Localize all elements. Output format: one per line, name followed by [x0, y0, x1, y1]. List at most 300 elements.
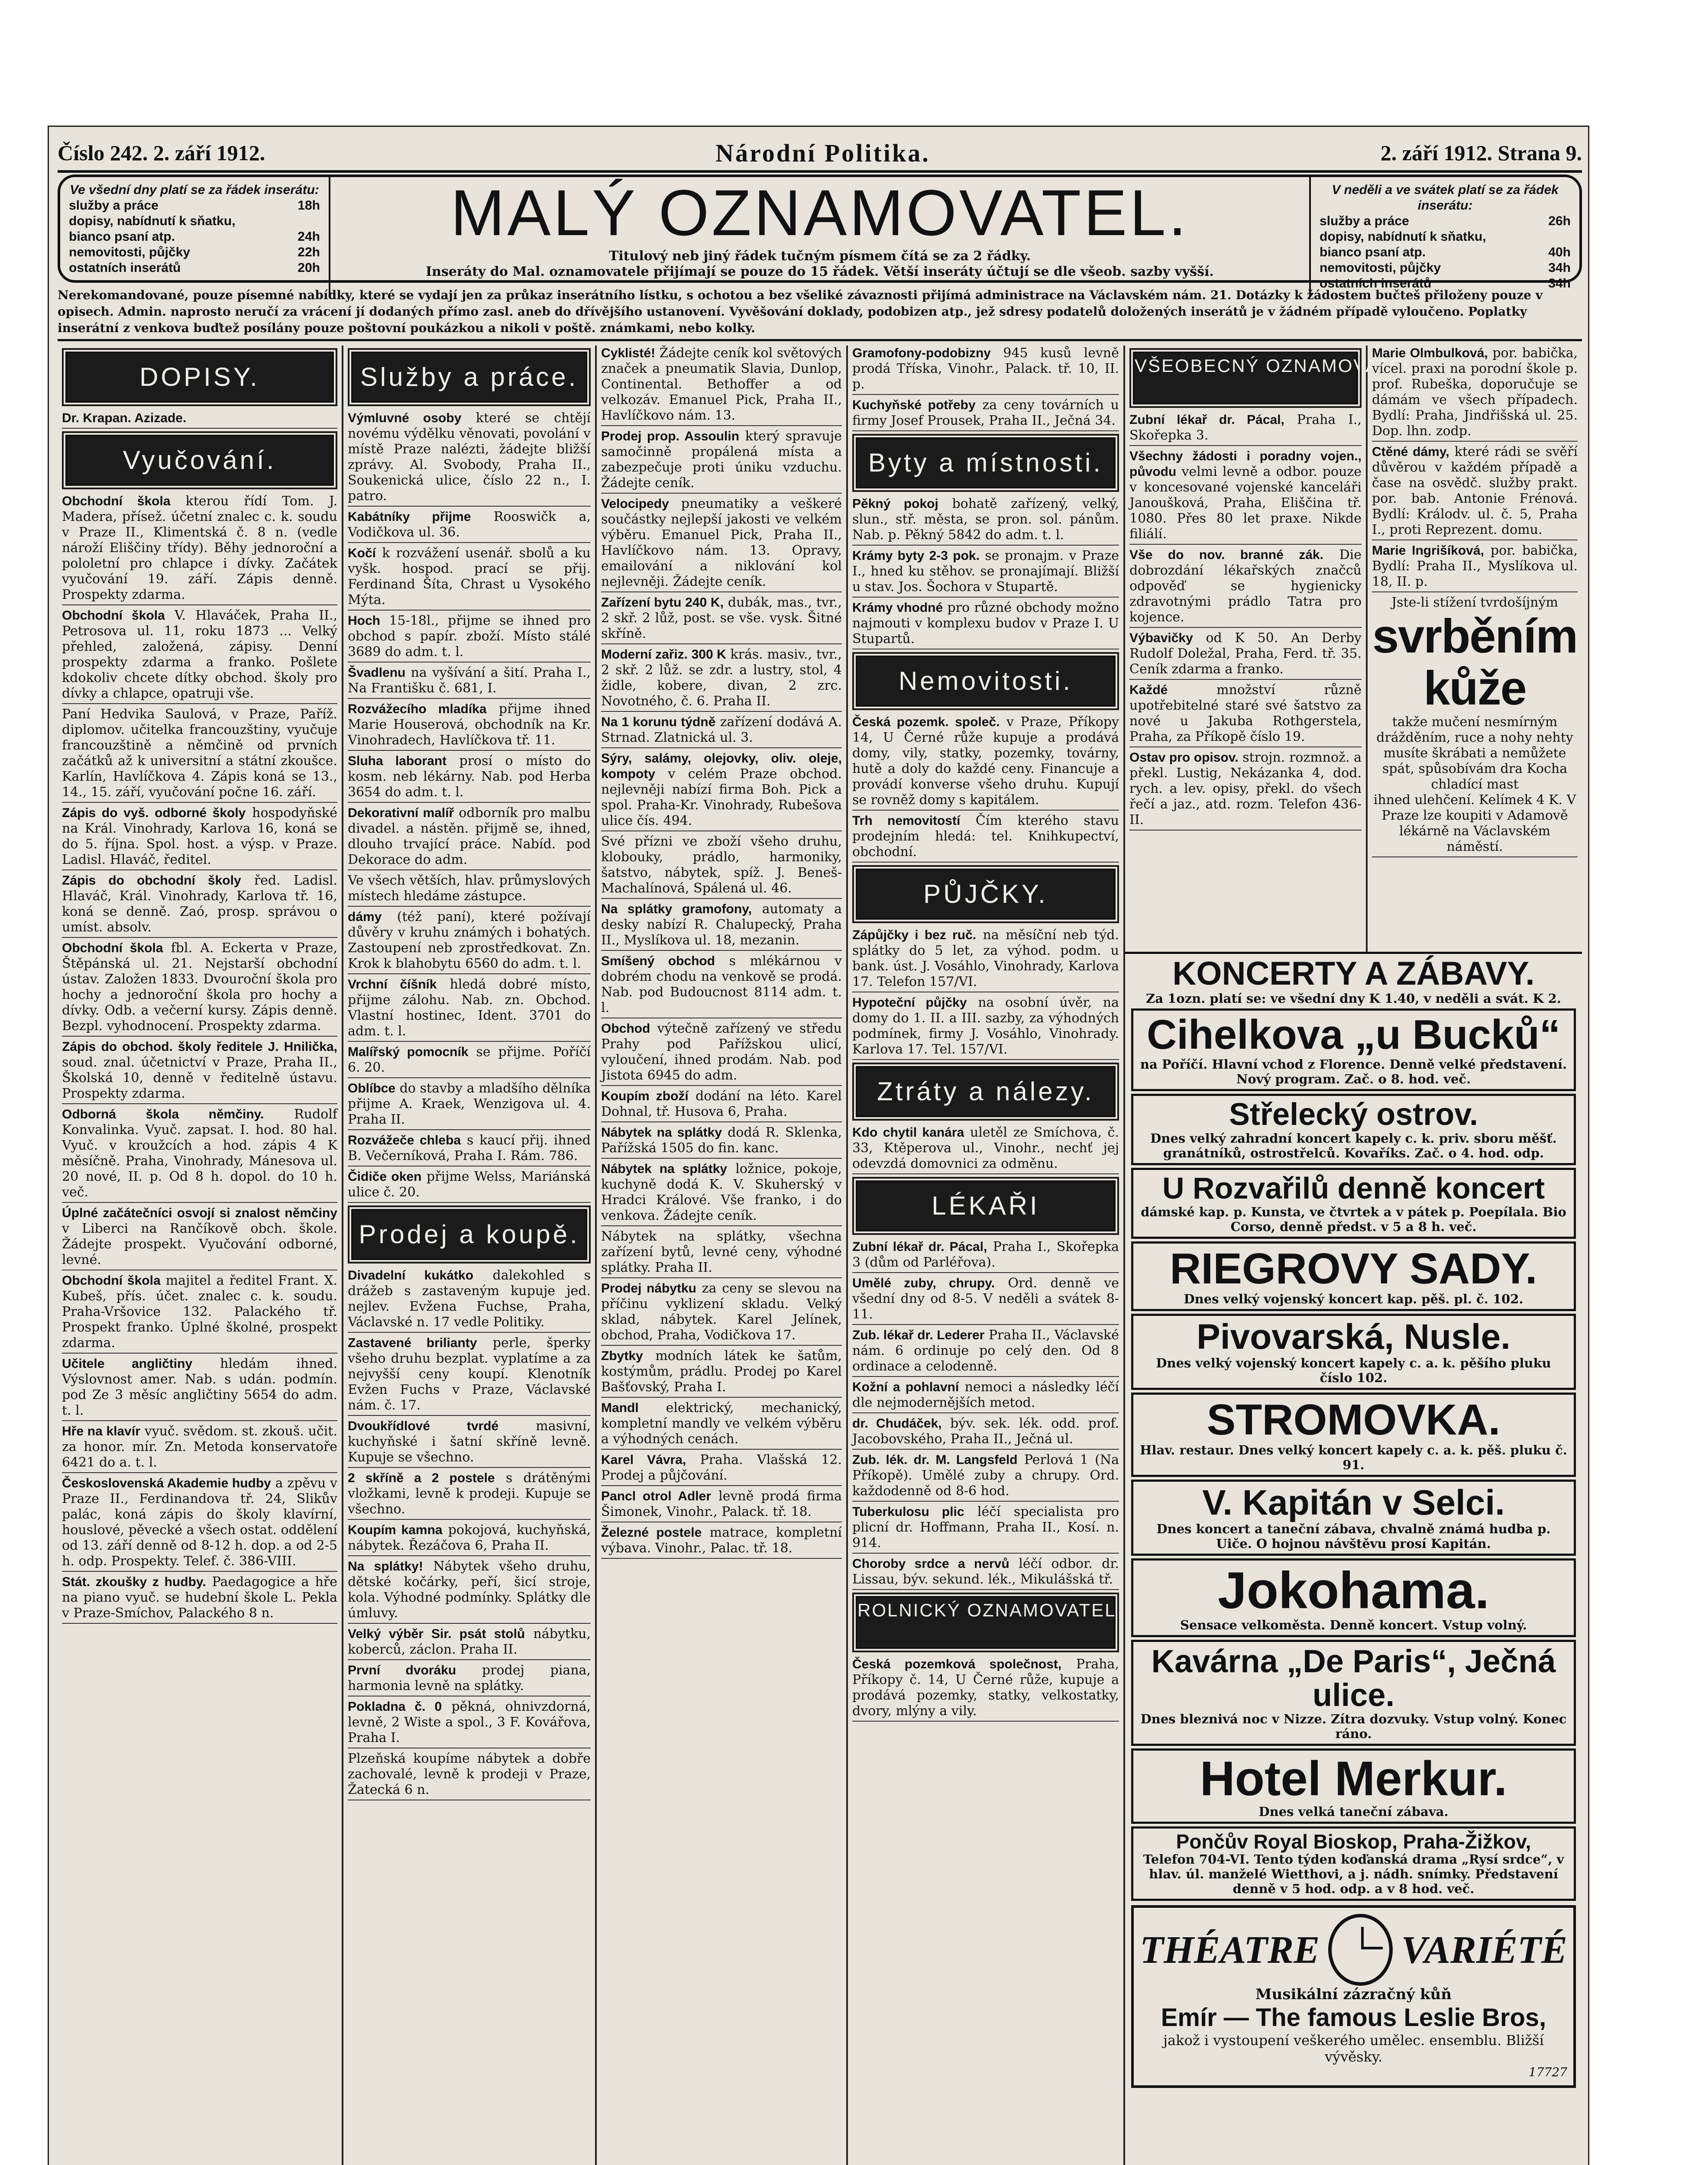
rate-row [69, 229, 320, 245]
ad-title: Zápis do obchodní školy [62, 873, 241, 888]
ad-body: Nábytek všeho druhu, dětské kočárky, peří, šicí stroje, kola. Výhodné podmínky. Splátky dle úmluvy. [348, 1559, 591, 1621]
rate-row [1320, 245, 1571, 260]
ad-title: Odborná škola němčiny. [62, 1107, 264, 1121]
ad-item [601, 1281, 842, 1346]
ad-title: Hypoteční půjčky [852, 995, 967, 1010]
issue-info: Číslo 242. 2. září 1912. [58, 141, 265, 165]
ad-body: na vyšívání a šití. Praha I., Na Františku č. 681, I. [348, 665, 591, 696]
rate-row [1320, 229, 1571, 245]
ad-item [852, 346, 1119, 395]
ad-item [348, 977, 591, 1042]
ad-item [852, 1657, 1119, 1722]
ad-item [62, 1356, 337, 1421]
ad-title: Na splátky! [348, 1559, 423, 1574]
ad-title: Zub. lék. dr. M. Langsfeld [852, 1453, 1018, 1467]
ad-item [1129, 750, 1362, 830]
column-1 [58, 346, 343, 2165]
ad-body: Paní Hedvika Saulová, v Praze, Paříž. diplomov. učitelka francouzštiny, vyučuje francouzštině a němčině od prvních začátků až k universitní a státní zkoušce. Karlín, Havlíčkova 4. Zápis koná se 13., 14., 15. září, vyučování počne 16. září. [62, 707, 337, 800]
ad-title: 2 skříně a 2 postele [348, 1471, 495, 1485]
ad-item [852, 1416, 1119, 1450]
masthead-subtitle: Titulový neb jiný řádek tučným písmem čítá se za 2 řádky. [608, 249, 1031, 264]
ad-title: Kuchyňské potřeby [852, 398, 976, 412]
masthead [58, 174, 1582, 291]
ad-title: Tuberkulosu plic [852, 1505, 964, 1519]
rate-price: 18h [298, 198, 320, 213]
ad-item [601, 1400, 842, 1450]
ad-title: Marie Olmbulková, [1372, 346, 1488, 360]
ad-body: pneumatiky a veškeré součástky nejlepší jakosti ve velkém výběru. Emanuel Pick, Praha II., Havlíčkovo nám. 13. Opravy, emailování a niklování kol nejlevněji. Žádejte ceník. [601, 496, 842, 589]
ad-title: Ctěné dámy, [1372, 445, 1449, 459]
ad-item [852, 927, 1119, 992]
ad-item [852, 1504, 1119, 1554]
ad-title: Obchodní škola [62, 941, 163, 955]
ad-body: nemoci a následky léčí dle nejmodernějších metod. [852, 1380, 1119, 1410]
ad-body: 945 kusů levně prodá Tříska, Vinohr., Palack. tř. 10, II. p. [852, 346, 1119, 392]
ad-body: který spravuje samočinně propálená místa a zabezpečuje proti úniku vzduchu. Žádejte ceník. [601, 429, 842, 491]
ad-item [62, 707, 337, 803]
ad-item [852, 600, 1119, 650]
ad-title: Gramofony-podobizny [852, 346, 991, 360]
ad-body: bohatě zařízený, velký, slun., stř. města, se pron. sol. pánům. Nab. p. Pěkný 5842 do adm. t. l. [852, 496, 1119, 543]
ad-body: dodání na léto. Karel Dohnal, tř. Husova 6, Praha. [601, 1089, 842, 1119]
ad-item [348, 1335, 591, 1416]
entertainment-ad [1131, 1168, 1576, 1239]
ad-title: Pancl otrol Adler [601, 1489, 712, 1503]
ad-item [62, 1476, 337, 1572]
ad-title: První dvoráku [348, 1663, 456, 1677]
ad-title: Malířský pomocník [348, 1045, 469, 1059]
section-header-lekari: LÉKAŘI [856, 1180, 1116, 1231]
ad-item [852, 995, 1119, 1060]
ad-title: Kdo chytil kanára [852, 1125, 964, 1140]
paper-title: Národní Politika. [715, 139, 930, 167]
entertainment-title: KONCERTY A ZÁBAVY. [1172, 955, 1535, 992]
ad-item [348, 1663, 591, 1696]
ad-title: Smíšený obchod [601, 954, 715, 968]
ad-body: hledá dobré místo, přijme zálohu. Nab. zn. Obchod. Vlastní hostinec, Ident. 3701 do adm. t. l. [348, 977, 591, 1039]
ad-item [348, 1081, 591, 1130]
rate-label: nemovitosti, půjčky [1320, 261, 1441, 275]
ad-item [852, 1328, 1119, 1377]
ad-body: hospodyňské na Král. Vinohrady, Karlova 16, koná se do 5. října. Spol. host. a výsp. v Praze. Ladisl. Hlaváč, ředitel. [62, 805, 337, 867]
ad-item [1129, 547, 1362, 628]
rate-price: 26h [1548, 214, 1571, 228]
ad-body: které rádi se svěří důvěrou v každém případě a čase na osvědč. služby prakt. por. bab. Antonie Frénová. Bydlí: Králodv. ul. č. 5, Praha I., proti Reprezent. domu. [1372, 444, 1578, 537]
ad-body: Své přízni ve zboží všeho druhu, klobouky, prádlo, harmoniky, šatstvo, nábytek, spíž. J. Beneš-Machalínová, Spálená ul. 46. [601, 834, 842, 896]
ad-title: Trh nemovitostí [852, 814, 961, 828]
ad-item [348, 1419, 591, 1468]
ad-title: Velký výběr Sir. psát stolů [348, 1627, 525, 1641]
ad-title: Úplné začátečníci osvojí si znalost němčiny [62, 1206, 337, 1220]
ad-title: Zubní lékař dr. Pácal, [1129, 413, 1284, 427]
ad-item [348, 546, 591, 611]
ad-item [348, 1268, 591, 1333]
ad-item [348, 909, 591, 974]
ad-title: Rozvážeče chleba [348, 1133, 461, 1147]
ad-item [348, 1133, 591, 1167]
ad-body: majitel a ředitel Frant. X. Kubeš, přís. účet. znalec c. k. soudu. Praha-Vršovice 132. Palackého tř. Prospekt franko. Úplné školné, prospekt zdarma. [62, 1273, 337, 1351]
holiday-rates [1311, 177, 1579, 297]
ad-item [852, 1125, 1119, 1174]
ad-body: dalekohled s drážeb s zastaveným kupuje jed. nejlev. Evžena Fuchse, Praha, Václavské n. 17 vedle Politiky. [348, 1268, 591, 1330]
ad-title: Pokladna č. 0 [348, 1700, 442, 1714]
ad-title: Stát. zkoušky z hudby. [62, 1575, 206, 1589]
entertainment-ad-text: na Poříčí. Hlavní vchod z Florence. Denně velké představení. Nový program. Zač. o 8. hod. več. [1140, 1057, 1567, 1086]
ad-body: pokojová, kuchyňská, nábytek. Řezáčova 6, Praha II. [348, 1522, 591, 1553]
ad-body: odborník pro malbu divadel. a nástěn. přijmě se, ihned, dlouho trvající práce. Nabíd. pod Dekorace do adm. [348, 805, 591, 867]
ad-body: vyuč. svědom. st. zkouš. učit. za honor. mír. Zn. Metoda konservatoře 6421 do a. t. l. [62, 1424, 337, 1470]
ad-item [1129, 412, 1362, 446]
entertainment-ad-text: Dnes bleznivá noc v Nizze. Zítra dozvuky. Vstup volný. Konec ráno. [1140, 1712, 1567, 1742]
ad-title: Hře na klavír [62, 1424, 140, 1438]
ad-title: Dekorativní malíř [348, 806, 454, 820]
ad-item [62, 1273, 337, 1354]
ad-item [601, 1348, 842, 1398]
ad-item [348, 1559, 591, 1624]
ad-item [62, 410, 337, 429]
ad-body: soud. znal. účetnictví v Praze, Praha II., Školská 10, denně v ředitelně ústavu. Prospekty zdarma. [62, 1055, 337, 1101]
theatre-logo-left: THÉATRE [1140, 1928, 1320, 1971]
ad-title: Zápis do vyš. odborné školy [62, 806, 246, 820]
entertainment-ad [1131, 1826, 1576, 1901]
rate-price: 20h [298, 261, 320, 275]
ad-body: Rudolf Konvalinka. Vyuč. zapsat. I. hod. 80 hal. Vyuč. v kroužcích a hod. zápis 4 K měsíčně. Praha, Vinohrady, Mánesova ul. 20 nové, II. p. Od 8 h. dopol. do 10 h. več. [62, 1107, 337, 1200]
page-info: 2. září 1912. Strana 9. [1380, 141, 1582, 165]
rate-label: bianco psaní atp. [1320, 245, 1426, 259]
ad-body: hledám ihned. Výslovnost amer. Nab. s udán. podmín. pod Ze 3 měsíc angličtiny 5654 do adm. t. l. [62, 1356, 337, 1418]
ad-body: modních látek ke šatům, kostýmům, prádlu. Prodej po Karel Bašťovský, Praha I. [601, 1348, 842, 1395]
ad-title: Každé [1129, 683, 1168, 697]
itch-ad [1372, 595, 1578, 857]
entertainment-ad [1131, 1008, 1576, 1091]
itch-ad-pre: Jste-li stížení tvrdošíjným [1391, 595, 1558, 610]
ad-title: Sýry, salámy, olejovky, oliv. oleje, kompoty [601, 751, 842, 781]
entertainment-ad-title: Kavárna „De Paris“, Ječná ulice. [1151, 1643, 1556, 1713]
ad-title: Obchod [601, 1021, 650, 1036]
ad-title: Čidiče oken [348, 1170, 422, 1184]
ad-body: v Praze, Příkopy 14, U Černé růže kupuje a prodává domy, vily, statky, pozemky, továrny, hutě a doly do každé ceny. Financuje a provádí konverse všeho druhu. Kupují se rovněž domy s kapitálem. [852, 714, 1119, 808]
section-header-dopisy: DOPISY. [65, 352, 334, 403]
ad-body: fbl. A. Eckerta v Praze, Štěpánská ul. 21. Nejstarší obchodní ústav. Založen 1833. Dvouroční škola pro hochy a jednoroční škola pro hochy a dívky. Odb. a večerní kursy. Zápis denně. Bezpl. vyhodnocení. Prospekty zdarma. [62, 940, 338, 1034]
ad-body: nábytku, koberců, záclon. Praha II. [348, 1626, 591, 1657]
rate-label: nemovitosti, půjčky [69, 245, 191, 259]
ad-body: Praha, Příkopy č. 14, U Černé růže, kupuje a prodává pozemky, statky, velkostatky, dvory, mlýny a vily. [852, 1657, 1119, 1719]
ad-item [348, 410, 591, 507]
ad-title: Zápis do obchod. školy ředitele J. Hnilička, [62, 1040, 337, 1054]
ad-title: Výbavičky [1129, 631, 1193, 645]
rate-price: 34h [1548, 261, 1571, 275]
entertainment-ad [1131, 1640, 1576, 1746]
ad-item [601, 1452, 842, 1486]
ad-body: se přijme. Poříčí 6. 20. [348, 1044, 591, 1075]
itch-ad-body: takže mučení nesmírným drážděním, ruce a nohy nehty musíte škrábati a nemůžete spát, spůsobívám dra Kocha chladící mast [1376, 714, 1573, 792]
ad-body: býv. sek. lék. odd. prof. Jacobovského, Praha II., Ječná ul. [852, 1416, 1119, 1447]
ad-body: kterou řídí Tom. J. Madera, přísež. účetní znalec c. k. soudu v Praze II., Klimentská č. 8 n. (vedle nároží Eliščiny třídy). Běhy jednoroční a pololetní pro chlapce i dívky. Začátek vyučování 19. září. Zápis denně. Prospekty zdarma. [62, 494, 338, 602]
ad-item [852, 1276, 1119, 1325]
rate-label: dopisy, nabídnutí k sňatku, [1320, 229, 1486, 244]
entertainment-ad-title: Střelecký ostrov. [1229, 1097, 1478, 1132]
ad-title: Rozvážecího mladíka [348, 702, 487, 716]
ad-title: Železné postele [601, 1525, 702, 1540]
ad-body: Paedagogice a hře na piano vyuč. se hudební škole L. Pekla v Praze-Smíchov, Palackého 8 n. [62, 1574, 337, 1621]
ad-item [601, 1525, 842, 1559]
ad-title: Zápůjčky i bez ruč. [852, 928, 977, 942]
ad-item [348, 1751, 591, 1800]
ad-title: Mandl [601, 1401, 639, 1415]
rate-price: 40h [1548, 245, 1571, 259]
columns-5-6 [1125, 346, 1582, 2165]
entertainment-ad [1131, 1748, 1576, 1824]
section-header-rolnicky: ROLNICKÝ OZNAMOVATEL [856, 1596, 1116, 1649]
ad-item [348, 665, 591, 699]
ad-body: 15-18l., přijme se ihned pro obchod s papír. zboží. Místo stálé 3689 do adm. t. l. [348, 613, 591, 659]
ad-body: se pronajm. v Praze I., hned ku stěhov. se pronajímají. Bližší u stav. Jos. Šochora v Stupartě. [852, 548, 1119, 595]
administration-notice: Nerekomandované, pouze písemné nabídky, které se vydají jen za průkaz inserátního lístku, s ochotou a bez všeliké závaznosti přijímá administrace na Václavském nám. 21. Dotázky k žádostem bučteš přiloženy pouze v opisech. Admin. naprosto neručí za vrácení jí dodaných přímo zasl. aneb do dřívějšího ustanovení. Vyvěšování doklady, podobizen atp., jež sdresy podatelů doložených inserátů je v žádném případě vyloučeno. Poplatky inserátní z venkova buďtež posílány pouze poštovní poukázkou a nikoli v poště. známkami, nebo kolky. [58, 287, 1582, 341]
ad-body: a zpěvu v Praze II., Ferdinandova tř. 24, Slikův palác, koná zápis do školy klavírní, houslové, pěvecké a všech ostat. oddělení od 13. září denně od 8-12 h. dop. a od 2-5 h. odp. Prospekty. Telef. č. 386-VIII. [62, 1476, 337, 1569]
ad-title: Československá Akademie hudby [62, 1476, 271, 1490]
running-head [58, 136, 1582, 173]
entertainment-ad [1131, 1241, 1576, 1311]
ad-body: s mlékárnou v dobrém chodu na venkově se prodá. Nab. pod Budoucnost 8114 adm. t. l. [601, 953, 842, 1015]
ad-body: léčí odbor. dr. Lissau, býv. sekund. lék., Mikulášská tř. [852, 1556, 1119, 1587]
ad-body: zařízení dodává A. Strnad. Zlatnická ul. 3. [601, 714, 842, 745]
ad-body: s drátěnými vložkami, levně k prodeji. Kupuje se všechno. [348, 1470, 591, 1517]
ad-item [348, 1626, 591, 1660]
column-6 [1368, 346, 1582, 952]
ad-item [852, 496, 1119, 546]
ad-title: Na splátky gramofony, [601, 902, 752, 916]
ad-body: které se chtějí novému výdělku věnovati, povolání v místě Praze nalézti, žádejte bližší zprávy. Al. Svobody, Praha II., Soukenická ulice, číslo 22 n., I. patro. [348, 410, 591, 504]
ad-body: v celém Praze obchod. nejlevněji nabízí firma Boh. Pick a spol. Praha-Kr. Vinohrady, Rubešova ulice čís. 494. [601, 766, 842, 828]
rate-label: služby a práce [69, 198, 159, 213]
ad-item [1129, 682, 1362, 747]
ad-title: Zařízení bytu 240 K, [601, 595, 724, 610]
entertainment-ad-text: Sensace velkoměsta. Denně koncert. Vstup volný. [1180, 1617, 1527, 1632]
ad-body: přijme Welss, Mariánská ulice č. 20. [348, 1169, 591, 1200]
ad-title: Umělé zuby, chrupy. [852, 1276, 995, 1290]
ad-body: Praha II., Václavské nám. 6 ordinuje po celý den. Od 8 ordinace a celodenně. [852, 1328, 1119, 1374]
ad-body: s kaucí přij. ihned B. Večerníková, Praha I. Rám. 786. [348, 1133, 591, 1163]
column-2 [343, 346, 597, 2165]
rate-label: ostatních inserátů [69, 261, 181, 275]
ad-body: dodá R. Sklenka, Pařížská 1505 do fin. kanc. [601, 1125, 842, 1156]
ad-item [601, 1125, 842, 1159]
ad-item [348, 1699, 591, 1748]
ad-item [1129, 449, 1362, 545]
rate-label: služby a práce [1320, 214, 1409, 228]
ad-title: Hoch [348, 614, 380, 628]
ad-item [348, 701, 591, 751]
ad-body: automaty a desky nabízí R. Chalupecký, Praha II., Myslíkova ul. 18, mezanin. [601, 902, 842, 948]
ad-item [62, 940, 337, 1037]
ad-body: elektrický, mechanický, kompletní mandly ve velkém výběru a výhodných cenách. [601, 1400, 842, 1447]
ad-item [601, 953, 842, 1018]
ad-item [348, 1044, 591, 1078]
ad-body: strojn. rozmnož. a překl. Lustig, Nekázanka 4, dod. rych. a lev. opisy, překl. do všech řečí a jaz., atd. rozm. Telefon 436-II. [1129, 750, 1362, 827]
entertainment-ad [1131, 1480, 1576, 1556]
entertainment-ad-title: U Rozvařilů denně koncert [1162, 1171, 1545, 1205]
ad-body: dubák, mas., tvr., 2 skř. 2 lůž, post. se vše. vysk. Šitné skříně. [601, 595, 842, 641]
ad-item [601, 902, 842, 951]
ad-item [62, 805, 337, 870]
ad-title: Prodej prop. Assoulin [601, 429, 740, 443]
ad-body: Rooswičk a, Vodičkova ul. 36. [348, 509, 591, 540]
ad-item [601, 1229, 842, 1278]
clock-icon [1328, 1914, 1392, 1986]
ad-item [348, 805, 591, 870]
entertainment-ad [1131, 1094, 1576, 1166]
ad-item [62, 494, 337, 605]
theatre-logo [1140, 1914, 1567, 1986]
ad-body: v Liberci na Rančíkově obch. škole. Žádejte prospekt. Vyučování odborné, levné. [62, 1221, 337, 1267]
entertainment-ad [1131, 1314, 1576, 1390]
rate-label: bianco psaní atp. [69, 229, 175, 244]
ad-title: Všechny žádosti i poradny vojen., původu [1129, 449, 1362, 479]
rate-label: ostatních inserátů [1320, 276, 1432, 291]
entertainment-ad-text: Dnes velká taneční zábava. [1258, 1804, 1449, 1819]
ad-title: Marie Ingrišíková, [1372, 543, 1484, 558]
ad-item [601, 496, 842, 592]
column-3 [597, 346, 848, 2165]
section-title: MALÝ OZNAMOVATEL. [450, 176, 1189, 249]
ad-body: Praha. Vlašská 12. Prodej a půjčování. [601, 1452, 842, 1483]
ad-body: velmi levně a odbor. pouze v koncesované vojenské kanceláři Janoušková, Praha, Eliščina tř. 1080. Přes 80 let praxe. Nikde filiálí. [1129, 464, 1362, 542]
section-header-ztraty: Ztráty a nálezy. [856, 1066, 1116, 1117]
ad-body: za ceny se slevou na příčinu vyklizení skladu. Velký sklad, nábytek. Karel Jelínek, obchod, Praha, Vodičkova 17. [601, 1281, 842, 1343]
theatre-headline: Emír — The famous Leslie Bros, [1161, 2003, 1546, 2032]
entertainment-ad [1131, 1558, 1576, 1637]
section-header-vseobecny: VŠEOBECNÝ OZNAMOVATEL. [1133, 352, 1358, 404]
ad-title: Sluha laborant [348, 754, 447, 768]
ad-title: Zastavené brilianty [348, 1336, 477, 1350]
ad-item [601, 1021, 842, 1086]
ad-title: Krámy vhodné [852, 601, 943, 615]
ad-title: Vše do nov. branné zák. [1129, 548, 1323, 562]
ad-item [1372, 444, 1578, 540]
ad-number: 17727 [1528, 2065, 1567, 2080]
rate-row [69, 198, 320, 213]
entertainment-ad-text: Dnes koncert a taneční zábava, chvalně známá hudba p. Uiče. O hojnou návštěvu prosí Kapitán. [1156, 1521, 1551, 1551]
entertainment-ad-text: Dnes velký vojenský koncert kap. pěš. pl. č. 102. [1184, 1291, 1524, 1306]
ad-item [62, 1107, 337, 1203]
ad-body: Plzeňská koupíme nábytek a dobře zachovalé, levně k prodeji v Praze, Žatecká 6 n. [348, 1751, 591, 1797]
entertainment-rates: Za 1ozn. platí se: ve všední dny K 1.40, v neděli a svát. K 2. [1146, 991, 1561, 1006]
ad-title: Obchodní škola [62, 1273, 161, 1288]
ad-body: V. Hlaváček, Praha II., Petrosova ul. 11, roku 1873 ... Velký přehled, založená, zápisy. Denní prospekty zdarma a franko. Pošlete kdokoliv chcete dítky obchod. školy pro dívky a chlapce, opatruji vše. [62, 608, 337, 701]
ad-title: Dr. Krapan. Azizade. [62, 411, 187, 425]
ad-title: Kočí [348, 546, 376, 560]
ad-body: Nábytek na splátky, všechna zařízení bytů, levné ceny, výhodné splátky. Praha II. [601, 1229, 842, 1275]
ad-title: Oblíbce [348, 1081, 396, 1095]
ad-body: na osobní úvěr, na domy do 1. II. a III. sazby, za výhodných podmínek, firmy J. Vosáhlo, Vinohrady. Karlova 17. Tel. 157/VI. [852, 995, 1119, 1057]
entertainment-ad [1131, 1393, 1576, 1477]
entertainment-ad-title: Cihelkova „u Bucků“ [1147, 1011, 1560, 1058]
ad-title: Na 1 korunu týdně [601, 715, 716, 729]
ad-item [348, 509, 591, 543]
itch-ad-headline: svrběním kůže [1372, 610, 1578, 715]
ad-item [1372, 346, 1578, 442]
ad-title: Velocipedy [601, 497, 669, 511]
ad-title: Česká pozemková společnost, [852, 1657, 1062, 1671]
ad-body: léčí specialista pro plicní dr. Hoffmann, Praha II., Kosí. n. 914. [852, 1504, 1119, 1551]
holiday-rates-head: V neděli a ve svátek platí se za řádek inserátu: [1332, 183, 1559, 213]
ad-item [348, 873, 591, 907]
ad-title: Švadlenu [348, 666, 406, 680]
section-header-vyucovani: Vyučování. [65, 435, 334, 486]
ad-item [852, 1380, 1119, 1413]
theatre-logo-right: VARIÉTÉ [1401, 1928, 1567, 1971]
newspaper-page [48, 126, 1589, 2165]
ad-title: Učitele angličtiny [62, 1357, 193, 1371]
rate-row [1320, 260, 1571, 276]
ad-body: prosí o místo do kosm. neb lékárny. Nab. pod Herba 3654 do adm. t. l. [348, 753, 591, 800]
weekday-rates-head: Ve všední dny platí se za řádek inserátu: [70, 183, 319, 197]
ad-title: Choroby srdce a nervů [852, 1557, 1009, 1571]
ad-item [348, 753, 591, 803]
ad-title: Moderní zařiz. 300 K [601, 647, 726, 662]
entertainment-ad-text: Dnes velký zahradní koncert kapely c. k. priv. sboru měšť. granátníků, ostrostřelců. Kovaříks. Zač. o 4. hod. odp. [1150, 1131, 1557, 1161]
rate-row [1320, 213, 1571, 229]
masthead-subtitle-2: Inseráty do Mal. oznamovatele přijímají se pouze do 15 řádek. Větší inseráty účtují se dle všeob. sazby vyšší. [426, 264, 1214, 279]
ad-body: Perlová 1 (Na Příkopě). Umělé zuby a chrupy. Ord. každodenně od 8-6 hod. [852, 1452, 1119, 1499]
section-header-sluzby: Služby a práce. [351, 352, 587, 403]
ad-body: masivní, kuchyňské i šatní skříně levně. Kupuje se všechno. [348, 1419, 591, 1465]
ad-body: Praha I., Skořepka 3 (dům od Parléřova). [852, 1239, 1119, 1270]
ad-body: od K 50. An Derby Rudolf Doležal, Praha, Ferd. tř. 35. Ceník zdarma a franko. [1129, 630, 1362, 677]
ad-title: Obchodní škola [62, 608, 165, 623]
ad-item [601, 834, 842, 899]
ad-item [852, 548, 1119, 598]
ad-title: Nábytek na splátky [601, 1125, 722, 1140]
ad-body: Čím kterého stavu prodejním hledá: tel. Knihkupectví, obchodní. [852, 813, 1119, 860]
ad-item [62, 608, 337, 704]
ad-item [852, 397, 1119, 431]
ad-title: Vrchní číšník [348, 977, 437, 992]
entertainment-ad-title: V. Kapitán v Selci. [1202, 1483, 1505, 1522]
rate-row [69, 213, 320, 229]
entertainment-section [1125, 952, 1582, 2091]
ad-title: Dvoukřídlové tvrdé [348, 1419, 499, 1433]
ad-body: výtečně zařízený ve středu Prahy pod Pařížskou ulicí, vyloučení, ihned prodám. Nab. pod Jistota 6945 do adm. [601, 1021, 842, 1083]
entertainment-ad-title: Hotel Merkur. [1200, 1751, 1507, 1806]
ad-body: množství různě upotřebitelné staré své šatstvo za nové u Jakuba Rothgerstela, Praha, za Příkopě číslo 19. [1129, 682, 1362, 744]
ad-item [601, 346, 842, 426]
ad-body: Ve všech větších, hlav. průmyslových místech hledáme zástupce. [348, 873, 591, 904]
entertainment-ad-title: Jokohama. [1218, 1561, 1489, 1619]
ad-body: pěkná, ohnivzdorná, levně, 2 Wiste a spol., 3 F. Kovářova, Praha I. [348, 1699, 591, 1745]
ad-item [348, 1470, 591, 1520]
ad-item [348, 1169, 591, 1203]
ad-item [62, 1205, 337, 1270]
ad-item [601, 1489, 842, 1522]
ad-columns [58, 346, 1582, 2165]
ad-title: Zbytky [601, 1349, 643, 1363]
entertainment-ad-text: Telefon 704-VI. Tento týden koďanská drama „Rysí srdce“, v hlav. úl. manželé Wietthovi, a j. nádh. snímky. Představení denně v 5 hod. odp. a v 8 hod. več. [1143, 1852, 1564, 1897]
ad-item [601, 647, 842, 712]
ad-item [348, 1522, 591, 1556]
ad-item [852, 1556, 1119, 1590]
ad-body: (též paní), které požívají důvěry v kruhu známých i bohatých. Zastoupení neb zprostředkovat. Zn. Krok k blahobytu 6560 do adm. t. l. [348, 909, 591, 971]
ad-body: Die dobrozdání lékařských značců odpověď se hygienicky zdravotnými prádlo Tatra pro kojence. [1129, 547, 1362, 625]
section-header-pujcky: PŮJČKY. [856, 869, 1116, 920]
column-4 [848, 346, 1125, 2165]
ad-body: Ord. denně ve všední dny od 8-5. V neděli a svátek 8-11. [852, 1276, 1119, 1322]
ad-body: k rozvážení usenář. sbolů a ku vyšk. hospod. prací se přij. Ferdinand Šíta, Chrast u Vysokého Mýta. [348, 546, 591, 607]
rate-row [69, 260, 320, 276]
ad-item [601, 1161, 842, 1226]
entertainment-ad-title: STROMOVKA. [1207, 1395, 1501, 1444]
ad-title: Divadelní kukátko [348, 1268, 474, 1283]
